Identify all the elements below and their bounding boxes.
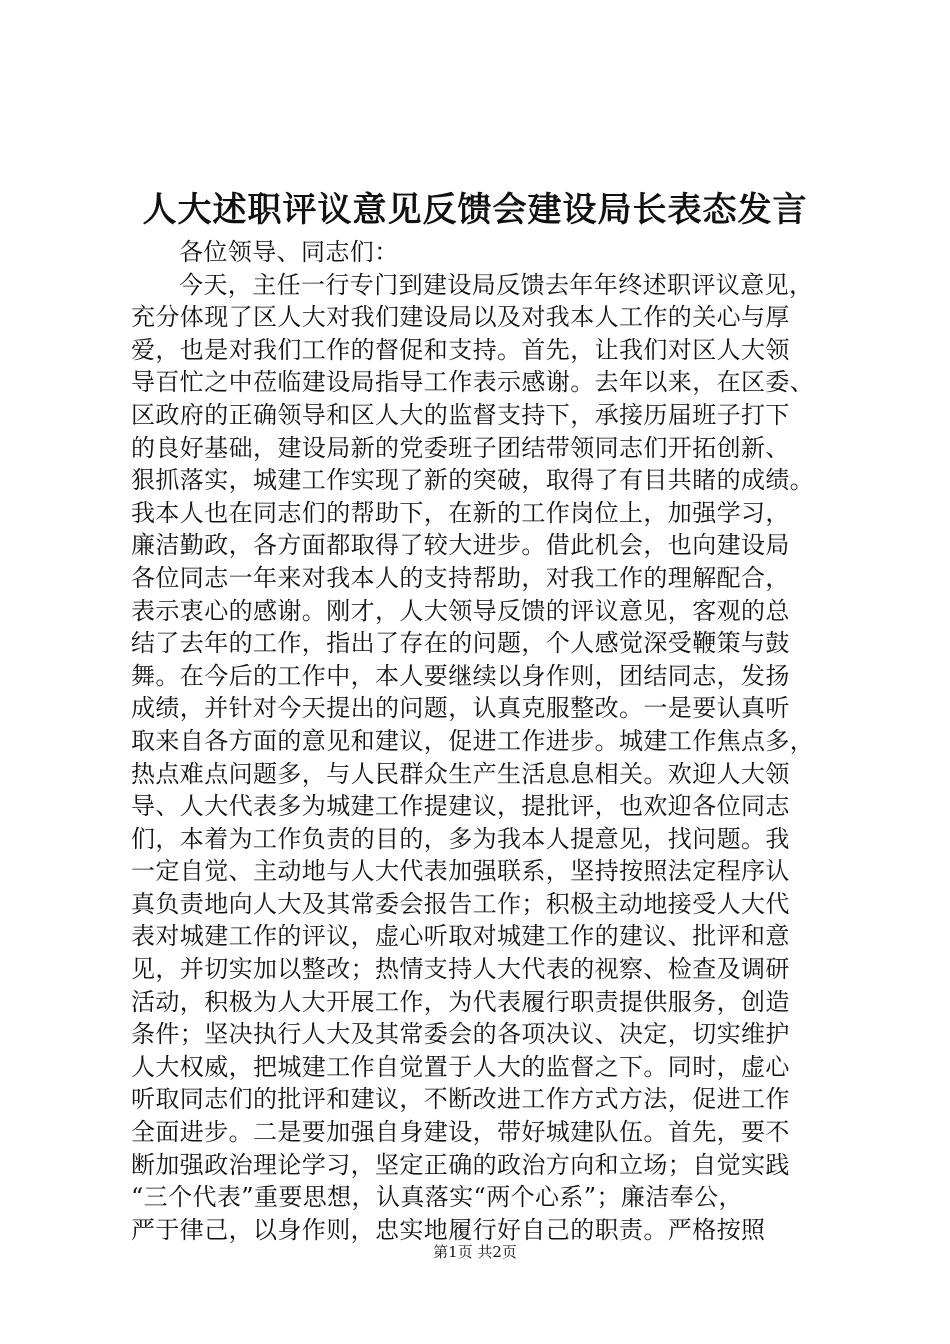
body-line: 结了去年的工作，指出了存在的问题，个人感觉深受鞭策与鼓: [131, 629, 790, 658]
body-line: 断加强政治理论学习，坚定正确的政治方向和立场；自觉实践: [131, 1150, 790, 1179]
body-line: 的良好基础，建设局新的党委班子团结带领同志们开拓创新、: [131, 433, 790, 462]
body-line: 今天，主任一行专门到建设局反馈去年年终述职评议意见，: [179, 270, 814, 299]
document-title: 人大述职评议意见反馈会建设局长表态发言: [142, 190, 808, 230]
body-line: 一定自觉、主动地与人大代表加强联系，坚持按照法定程序认: [131, 857, 790, 886]
salutation: 各位领导、同志们：: [179, 238, 399, 266]
body-line: 爱，也是对我们工作的督促和支持。首先，让我们对区人大领: [131, 335, 790, 364]
body-line: 表对城建工作的评议，虚心听取对城建工作的建议、批评和意: [131, 922, 790, 951]
body-line: “三个代表”重要思想，认真落实“两个心系”；廉洁奉公，: [131, 1183, 743, 1212]
body-line: 区政府的正确领导和区人大的监督支持下，承接历届班子打下: [131, 400, 790, 429]
body-line: 热点难点问题多，与人民群众生产生活息息相关。欢迎人大领: [131, 759, 790, 788]
body-line: 条件；坚决执行人大及其常委会的各项决议、决定，切实维护: [131, 1020, 790, 1049]
body-line: 我本人也在同志们的帮助下，在新的工作岗位上，加强学习，: [131, 498, 790, 527]
body-line: 听取同志们的批评和建议，不断改进工作方式方法，促进工作: [131, 1085, 790, 1114]
body-line: 成绩，并针对今天提出的问题，认真克服整改。一是要认真听: [131, 694, 790, 723]
body-line: 取来自各方面的意见和建议，促进工作进步。城建工作焦点多，: [131, 726, 815, 755]
body-line: 人大权威，把城建工作自觉置于人大的监督之下。同时，虚心: [131, 1052, 790, 1081]
page-number-footer: 第1页 共2页: [433, 1243, 517, 1261]
body-line: 导百忙之中莅临建设局指导工作表示感谢。去年以来，在区委、: [131, 368, 815, 397]
document-body: [131, 236, 831, 1246]
body-line: 严于律己，以身作则，忠实地履行好自己的职责。严格按照: [131, 1215, 766, 1244]
body-line: 导、人大代表多为城建工作提建议，提批评，也欢迎各位同志: [131, 792, 790, 821]
body-line: 全面进步。二是要加强自身建设，带好城建队伍。首先，要不: [131, 1118, 790, 1147]
body-line: 们，本着为工作负责的目的，多为我本人提意见，找问题。我: [131, 824, 790, 853]
body-line: 充分体现了区人大对我们建设局以及对我本人工作的关心与厚: [131, 303, 790, 332]
body-line: 表示衷心的感谢。刚才，人大领导反馈的评议意见，客观的总: [131, 596, 790, 625]
body-line: 真负责地向人大及其常委会报告工作；积极主动地接受人大代: [131, 889, 790, 918]
body-line: 各位同志一年来对我本人的支持帮助，对我工作的理解配合，: [131, 563, 790, 592]
body-line: 廉洁勤政，各方面都取得了较大进步。借此机会，也向建设局: [131, 531, 790, 560]
body-line: 见，并切实加以整改；热情支持人大代表的视察、检查及调研: [131, 955, 790, 984]
body-line: 舞。在今后的工作中，本人要继续以身作则，团结同志，发扬: [131, 661, 790, 690]
body-line: 活动，积极为人大开展工作，为代表履行职责提供服务，创造: [131, 987, 790, 1016]
body-line: 狠抓落实，城建工作实现了新的突破，取得了有目共睹的成绩。: [131, 466, 815, 495]
